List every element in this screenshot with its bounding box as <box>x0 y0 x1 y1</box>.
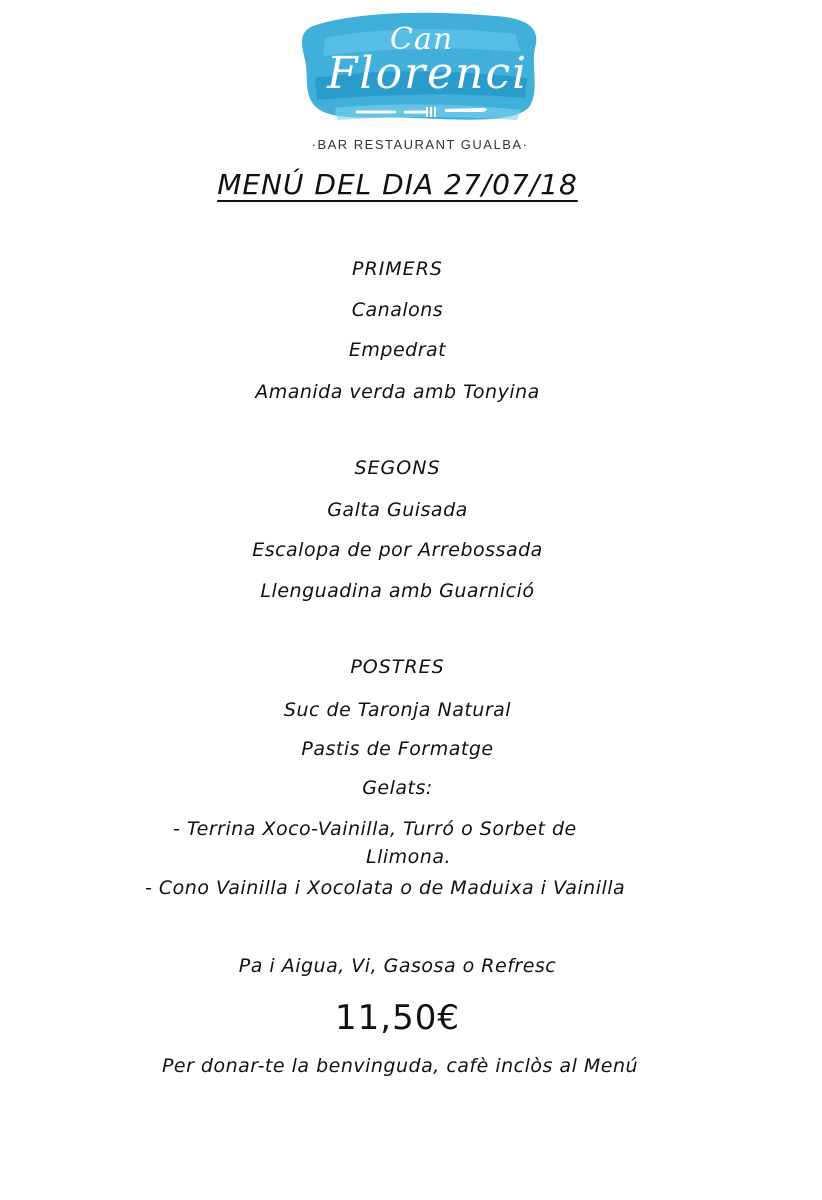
brand-name-line2: Florenci <box>327 48 529 99</box>
menu-item: Llenguadina amb Guarnició <box>260 580 535 602</box>
coffee-note: Per donar-te la benvinguda, cafè inclòs al Menú <box>161 1055 639 1077</box>
section-heading-primers: PRIMERS <box>352 258 443 280</box>
menu-item: Amanida verda amb Tonyina <box>255 381 540 403</box>
restaurant-logo <box>295 8 545 168</box>
menu-item: Suc de Taronja Natural <box>283 699 512 721</box>
restaurant-subtitle: ·BAR RESTAURANT GUALBA· <box>311 137 529 152</box>
menu-item: Canalons <box>351 299 444 321</box>
menu-item-gelats: Gelats: <box>362 777 433 799</box>
drinks-included: Pa i Aigua, Vi, Gasosa o Refresc <box>238 955 557 977</box>
gelats-option: - Terrina Xoco-Vainilla, Turró o Sorbet de <box>173 818 577 840</box>
menu-title: MENÚ DEL DIA 27/07/18 <box>217 168 578 201</box>
menu-item: Empedrat <box>348 339 447 361</box>
menu-item: Pastis de Formatge <box>301 738 494 760</box>
gelats-option: - Cono Vainilla i Xocolata o de Maduixa i Vainilla <box>145 877 626 899</box>
menu-item: Escalopa de por Arrebossada <box>252 539 543 561</box>
menu-price: 11,50€ <box>335 998 460 1038</box>
section-heading-segons: SEGONS <box>354 457 441 479</box>
gelats-option-continuation: Llimona. <box>366 846 452 868</box>
section-heading-postres: POSTRES <box>350 656 445 678</box>
cutlery-icon <box>295 8 545 138</box>
menu-item: Galta Guisada <box>327 499 468 521</box>
brand-name-line1: Can <box>390 22 454 57</box>
